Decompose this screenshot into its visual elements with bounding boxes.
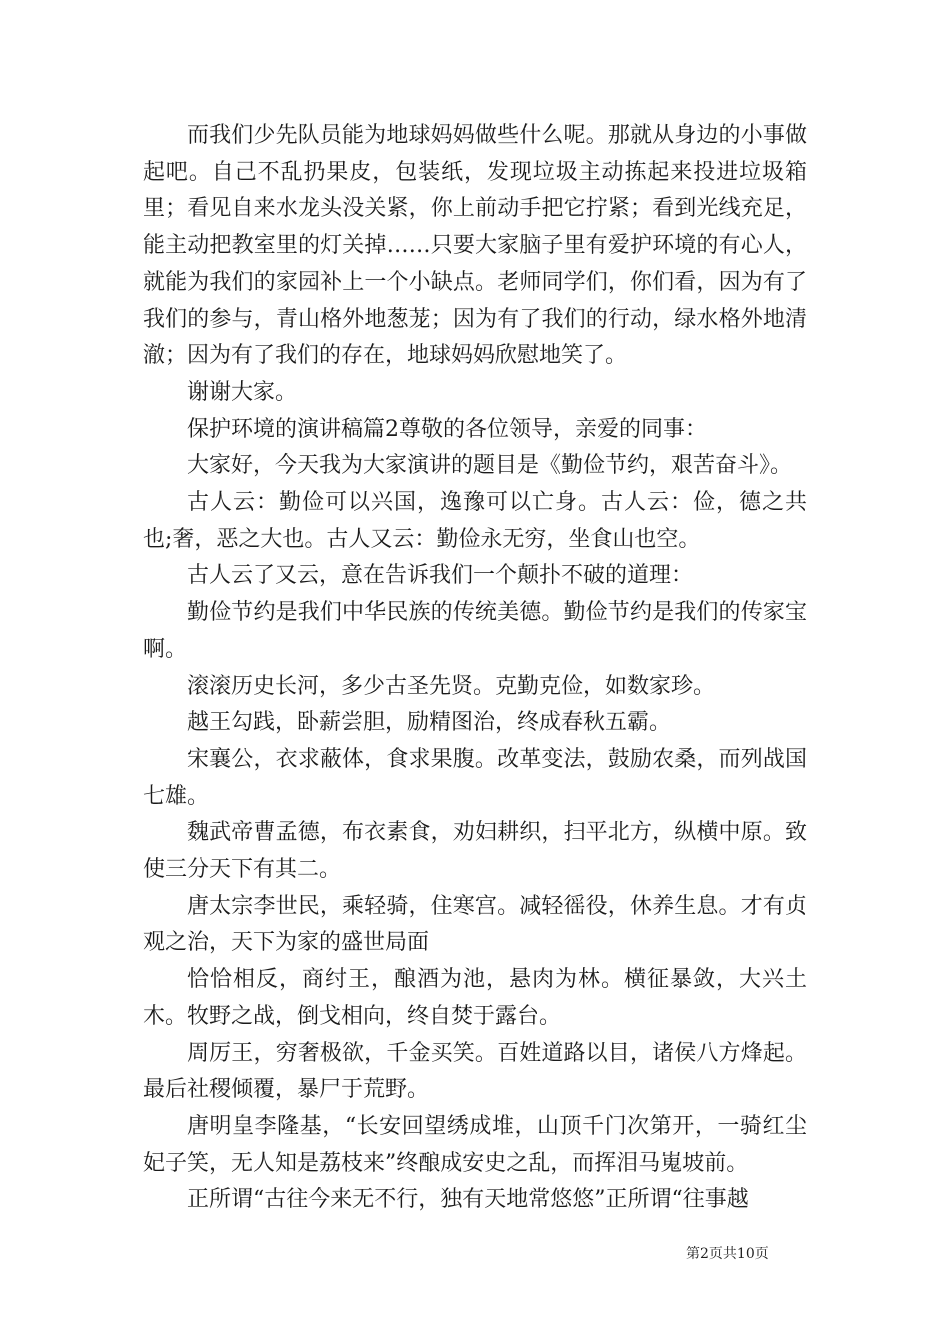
- paragraph: 而我们少先队员能为地球妈妈做些什么呢。那就从身边的小事做起吧。自己不乱扔果皮，包装纸，发现垃圾主动拣起来投进垃圾箱里；看见自来水龙头没关紧，你上前动手把它拧紧；看到光线充足，能主动把教室里的灯关掉……只要大家脑子里有爱护环境的有心人，就能为我们的家园补上一个小缺点。老师同学们，你们看，因为有了我们的参与，青山格外地葱茏；因为有了我们的行动，绿水格外地清澈；因为有了我们的存在，地球妈妈欣慰地笑了。: [143, 123, 807, 369]
- paragraph: 勤俭节约是我们中华民族的传统美德。勤俭节约是我们的传家宝啊。: [143, 600, 807, 662]
- paragraph: 唐明皇李隆基，“长安回望绣成堆，山顶千门次第开，一骑红尘妃子笑，无人知是荔枝来”终酿成安史之乱，而挥泪马嵬坡前。: [143, 1113, 807, 1176]
- paragraph: 谢谢大家。: [187, 379, 298, 405]
- paragraph: 古人云了又云，意在告诉我们一个颠扑不破的道理：: [187, 563, 694, 589]
- paragraph: 魏武帝曹孟德，布衣素食，劝妇耕织，扫平北方，纵横中原。致使三分天下有其二。: [143, 820, 807, 883]
- paragraph: 正所谓“古往今来无不行，独有天地常悠悠”正所谓“往事越: [187, 1187, 749, 1213]
- paragraph: 大家好，今天我为大家演讲的题目是《勤俭节约，艰苦奋斗》。: [187, 453, 793, 479]
- paragraph: 越王勾践，卧薪尝胆，励精图治，终成春秋五霸。: [187, 710, 672, 736]
- paragraph: 保护环境的演讲稿篇2尊敬的各位领导，亲爱的同事：: [187, 416, 707, 442]
- page-number-footer: 第2页共10页: [686, 1246, 769, 1262]
- paragraph: 恰恰相反，商纣王，酿酒为池，悬肉为林。横征暴敛，大兴土木。牧野之战，倒戈相向，终自焚于露台。: [143, 967, 807, 1029]
- paragraph: 滚滚历史长河，多少古圣先贤。克勤克俭，如数家珍。: [187, 673, 716, 699]
- paragraph: 古人云：勤俭可以兴国，逸豫可以亡身。古人云：俭，德之共也;奢，恶之大也。古人又云：勤俭永无穷，坐食山也空。: [143, 490, 807, 552]
- paragraph: 唐太宗李世民，乘轻骑，住寒宫。减轻徭役，休养生息。才有贞观之治，天下为家的盛世局面: [143, 893, 807, 956]
- paragraph: 周厉王，穷奢极欲，千金买笑。百姓道路以目，诸侯八方烽起。最后社稷倾覆，暴尸于荒野。: [143, 1040, 807, 1103]
- document-body: [143, 118, 807, 1219]
- paragraph: 宋襄公，衣求蔽体，食求果腹。改革变法，鼓励农桑，而列战国七雄。: [143, 746, 807, 809]
